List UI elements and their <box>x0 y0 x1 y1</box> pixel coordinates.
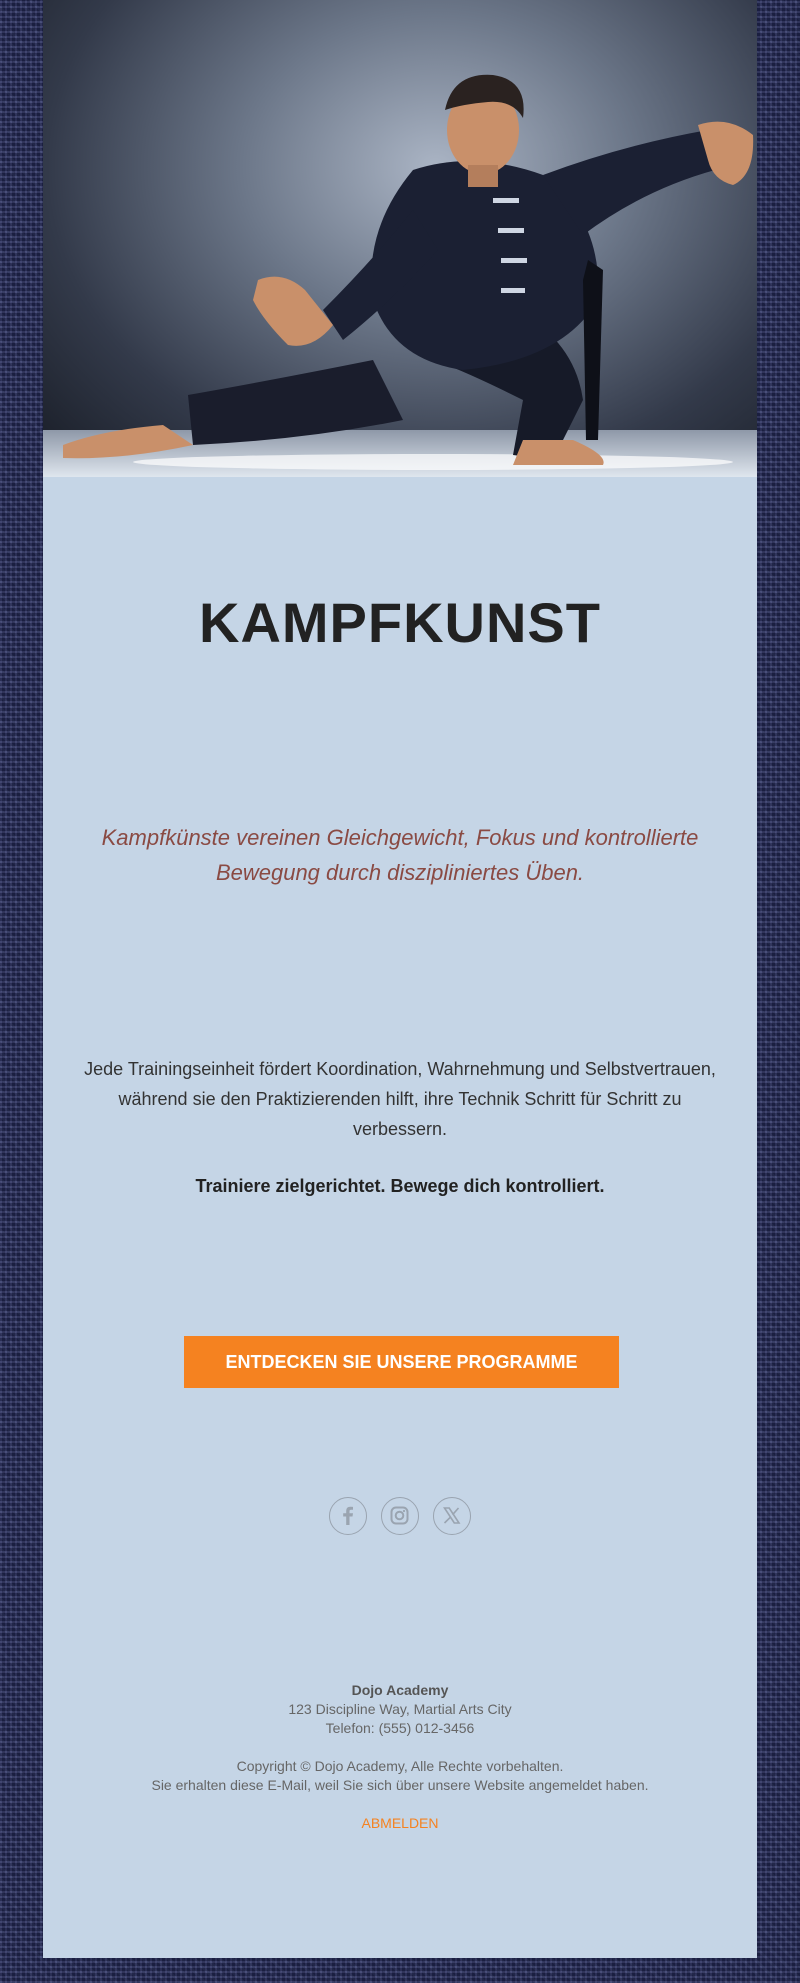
footer-phone: Telefon: (555) 012-3456 <box>325 1720 475 1736</box>
footer-org-name: Dojo Academy <box>351 1682 449 1698</box>
martial-artist-illustration <box>43 0 757 477</box>
footer <box>43 1681 757 1833</box>
hero-image <box>43 0 757 477</box>
social-links <box>43 1497 757 1535</box>
body-paragraph: Jede Trainingseinheit fördert Koordination, Wahrnehmung und Selbstvertrauen, während sie den Praktizierenden hilft, ihre Technik Schritt für Schritt zu verbessern. <box>84 1059 716 1139</box>
email-container <box>43 0 757 1958</box>
cta-button[interactable]: ENTDECKEN SIE UNSERE PROGRAMME <box>184 1336 619 1388</box>
footer-copyright: Copyright © Dojo Academy, Alle Rechte vorbehalten. <box>236 1758 564 1774</box>
footer-spacer <box>43 1738 757 1757</box>
footer-address: 123 Discipline Way, Martial Arts City <box>288 1701 512 1717</box>
tagline: Trainiere zielgerichtet. Bewege dich kontrolliert. <box>195 1176 605 1196</box>
unsubscribe-link[interactable]: ABMELDEN <box>361 1815 439 1831</box>
intro-text: Kampfkünste vereinen Gleichgewicht, Fokus und kontrollierte Bewegung durch diszipliniertes Üben. <box>101 825 699 885</box>
facebook-icon[interactable] <box>329 1497 367 1535</box>
footer-notice: Sie erhalten diese E-Mail, weil Sie sich über unsere Website angemeldet haben. <box>151 1777 649 1793</box>
page-title: KAMPFKUNST <box>199 591 601 654</box>
x-icon[interactable] <box>433 1497 471 1535</box>
instagram-icon[interactable] <box>381 1497 419 1535</box>
